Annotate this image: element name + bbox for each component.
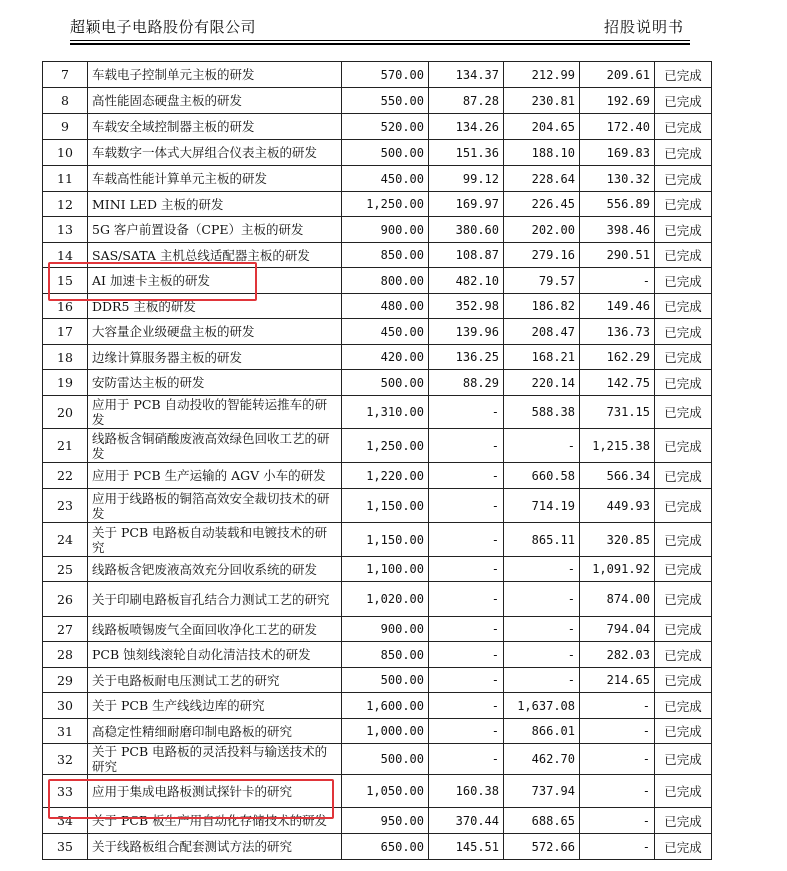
document-type: 招股说明书	[603, 18, 684, 36]
cell-y1: -	[429, 693, 504, 719]
cell-status: 已完成	[655, 463, 712, 489]
cell-status: 已完成	[655, 617, 712, 642]
cell-budget: 1,250.00	[342, 192, 429, 217]
cell-budget: 420.00	[342, 345, 429, 370]
cell-status: 已完成	[655, 166, 712, 192]
cell-y3: -	[580, 744, 655, 775]
cell-name: 边缘计算服务器主板的研发	[88, 345, 342, 370]
cell-no: 29	[43, 668, 88, 693]
cell-no: 14	[43, 243, 88, 268]
cell-status: 已完成	[655, 668, 712, 693]
cell-no: 25	[43, 557, 88, 582]
company-name: 超颖电子电路股份有限公司	[70, 18, 257, 36]
cell-status: 已完成	[655, 744, 712, 775]
cell-status: 已完成	[655, 582, 712, 617]
cell-y1: 482.10	[429, 268, 504, 294]
cell-no: 24	[43, 523, 88, 557]
cell-y2: -	[504, 642, 580, 668]
cell-y3: 282.03	[580, 642, 655, 668]
cell-y3: -	[580, 775, 655, 808]
cell-name: 关于 PCB 生产线线边库的研究	[88, 693, 342, 719]
cell-no: 7	[43, 62, 88, 88]
table-row	[43, 489, 712, 523]
cell-budget: 500.00	[342, 370, 429, 396]
table-row	[43, 463, 712, 489]
cell-budget: 1,150.00	[342, 523, 429, 557]
cell-status: 已完成	[655, 808, 712, 834]
cell-status: 已完成	[655, 834, 712, 860]
cell-name: 车载数字一体式大屏组合仪表主板的研发	[88, 140, 342, 166]
cell-y2: 212.99	[504, 62, 580, 88]
cell-budget: 500.00	[342, 744, 429, 775]
cell-budget: 480.00	[342, 294, 429, 319]
table-row	[43, 62, 712, 88]
table-row	[43, 617, 712, 642]
cell-y3: 290.51	[580, 243, 655, 268]
cell-budget: 450.00	[342, 319, 429, 345]
cell-y2: 228.64	[504, 166, 580, 192]
cell-y3: -	[580, 693, 655, 719]
cell-budget: 650.00	[342, 834, 429, 860]
table-body	[43, 62, 712, 860]
cell-y2: 660.58	[504, 463, 580, 489]
cell-name: 线路板含铜硝酸废液高效绿色回收工艺的研发	[88, 429, 342, 463]
cell-y3: 731.15	[580, 396, 655, 429]
cell-budget: 1,600.00	[342, 693, 429, 719]
cell-budget: 1,020.00	[342, 582, 429, 617]
cell-y2: 462.70	[504, 744, 580, 775]
cell-name: 线路板喷锡废气全面回收净化工艺的研发	[88, 617, 342, 642]
cell-budget: 500.00	[342, 140, 429, 166]
cell-budget: 850.00	[342, 642, 429, 668]
table-row	[43, 744, 712, 775]
cell-budget: 550.00	[342, 88, 429, 114]
cell-y1: 370.44	[429, 808, 504, 834]
cell-budget: 570.00	[342, 62, 429, 88]
cell-y1: -	[429, 744, 504, 775]
cell-status: 已完成	[655, 319, 712, 345]
cell-budget: 900.00	[342, 217, 429, 243]
table-row	[43, 668, 712, 693]
cell-status: 已完成	[655, 140, 712, 166]
cell-y3: 556.89	[580, 192, 655, 217]
table-row	[43, 719, 712, 744]
cell-no: 35	[43, 834, 88, 860]
cell-y3: 794.04	[580, 617, 655, 642]
cell-name: 大容量企业级硬盘主板的研发	[88, 319, 342, 345]
cell-no: 11	[43, 166, 88, 192]
cell-status: 已完成	[655, 243, 712, 268]
cell-y1: -	[429, 523, 504, 557]
cell-no: 10	[43, 140, 88, 166]
cell-status: 已完成	[655, 693, 712, 719]
cell-status: 已完成	[655, 217, 712, 243]
cell-budget: 850.00	[342, 243, 429, 268]
cell-y2: 188.10	[504, 140, 580, 166]
table-row	[43, 192, 712, 217]
rd-projects-table	[42, 61, 712, 860]
table-row	[43, 834, 712, 860]
table-row	[43, 88, 712, 114]
cell-y2: -	[504, 668, 580, 693]
cell-y1: 352.98	[429, 294, 504, 319]
highlight-box-row-15	[48, 262, 257, 301]
cell-y2: 168.21	[504, 345, 580, 370]
cell-y1: -	[429, 557, 504, 582]
cell-y3: -	[580, 268, 655, 294]
cell-y2: 202.00	[504, 217, 580, 243]
cell-budget: 520.00	[342, 114, 429, 140]
cell-status: 已完成	[655, 396, 712, 429]
cell-name: 车载电子控制单元主板的研发	[88, 62, 342, 88]
cell-name: 关于电路板耐电压测试工艺的研究	[88, 668, 342, 693]
cell-status: 已完成	[655, 88, 712, 114]
table-row	[43, 582, 712, 617]
cell-name: MINI LED 主板的研发	[88, 192, 342, 217]
cell-y3: -	[580, 834, 655, 860]
cell-y2: 688.65	[504, 808, 580, 834]
cell-y2: 572.66	[504, 834, 580, 860]
cell-y3: 130.32	[580, 166, 655, 192]
cell-y3: 209.61	[580, 62, 655, 88]
cell-no: 17	[43, 319, 88, 345]
cell-name: PCB 蚀刻线滚轮自动化清洁技术的研发	[88, 642, 342, 668]
cell-y1: 134.26	[429, 114, 504, 140]
cell-status: 已完成	[655, 557, 712, 582]
cell-status: 已完成	[655, 429, 712, 463]
cell-status: 已完成	[655, 489, 712, 523]
cell-y2: 226.45	[504, 192, 580, 217]
table-row	[43, 114, 712, 140]
cell-y3: 169.83	[580, 140, 655, 166]
cell-status: 已完成	[655, 294, 712, 319]
cell-no: 34	[43, 808, 88, 834]
cell-no: 23	[43, 489, 88, 523]
cell-no: 32	[43, 744, 88, 775]
cell-y1: 169.97	[429, 192, 504, 217]
cell-y3: 149.46	[580, 294, 655, 319]
cell-no: 21	[43, 429, 88, 463]
cell-no: 12	[43, 192, 88, 217]
table-row	[43, 557, 712, 582]
cell-name: 应用于 PCB 生产运输的 AGV 小车的研发	[88, 463, 342, 489]
cell-status: 已完成	[655, 62, 712, 88]
cell-y2: 588.38	[504, 396, 580, 429]
header-rule	[70, 40, 690, 41]
cell-status: 已完成	[655, 345, 712, 370]
cell-budget: 500.00	[342, 668, 429, 693]
cell-no: 30	[43, 693, 88, 719]
cell-name: 关于线路板组合配套测试方法的研究	[88, 834, 342, 860]
table-row	[43, 370, 712, 396]
cell-y1: -	[429, 617, 504, 642]
cell-y1: 87.28	[429, 88, 504, 114]
cell-y2: 714.19	[504, 489, 580, 523]
cell-budget: 1,050.00	[342, 775, 429, 808]
cell-name: 线路板含钯废液高效充分回收系统的研发	[88, 557, 342, 582]
cell-y1: 145.51	[429, 834, 504, 860]
cell-y1: 160.38	[429, 775, 504, 808]
cell-y1: -	[429, 396, 504, 429]
cell-no: 31	[43, 719, 88, 744]
cell-no: 8	[43, 88, 88, 114]
cell-budget: 1,250.00	[342, 429, 429, 463]
cell-y2: 79.57	[504, 268, 580, 294]
cell-y1: 151.36	[429, 140, 504, 166]
cell-y2: -	[504, 617, 580, 642]
cell-y2: 186.82	[504, 294, 580, 319]
cell-name: AI 加速卡主板的研发	[88, 268, 342, 294]
cell-no: 22	[43, 463, 88, 489]
cell-name: 车载安全域控制器主板的研发	[88, 114, 342, 140]
cell-y2: -	[504, 429, 580, 463]
cell-budget: 1,000.00	[342, 719, 429, 744]
cell-name: 5G 客户前置设备（CPE）主板的研发	[88, 217, 342, 243]
cell-budget: 1,150.00	[342, 489, 429, 523]
cell-y3: 566.34	[580, 463, 655, 489]
cell-y1: 136.25	[429, 345, 504, 370]
table-row	[43, 396, 712, 429]
cell-budget: 950.00	[342, 808, 429, 834]
cell-no: 26	[43, 582, 88, 617]
cell-name: 安防雷达主板的研发	[88, 370, 342, 396]
cell-y3: 1,215.38	[580, 429, 655, 463]
cell-status: 已完成	[655, 642, 712, 668]
cell-y1: -	[429, 463, 504, 489]
cell-y2: 220.14	[504, 370, 580, 396]
cell-no: 15	[43, 268, 88, 294]
cell-name: 关于 PCB 板生产用自动化存储技术的研发	[88, 808, 342, 834]
cell-y3: -	[580, 808, 655, 834]
cell-name: SAS/SATA 主机总线适配器主板的研发	[88, 243, 342, 268]
cell-status: 已完成	[655, 719, 712, 744]
cell-y1: 108.87	[429, 243, 504, 268]
cell-y2: -	[504, 557, 580, 582]
cell-y2: 866.01	[504, 719, 580, 744]
cell-no: 16	[43, 294, 88, 319]
table-row	[43, 642, 712, 668]
cell-y2: 208.47	[504, 319, 580, 345]
cell-y3: 1,091.92	[580, 557, 655, 582]
cell-name: 关于印刷电路板盲孔结合力测试工艺的研究	[88, 582, 342, 617]
cell-budget: 450.00	[342, 166, 429, 192]
cell-budget: 1,220.00	[342, 463, 429, 489]
cell-no: 28	[43, 642, 88, 668]
cell-no: 20	[43, 396, 88, 429]
cell-y2: 737.94	[504, 775, 580, 808]
cell-no: 9	[43, 114, 88, 140]
cell-y3: 142.75	[580, 370, 655, 396]
cell-y2: 230.81	[504, 88, 580, 114]
cell-y1: -	[429, 582, 504, 617]
header-rule-thick	[70, 43, 690, 45]
cell-y3: 162.29	[580, 345, 655, 370]
cell-y2: 865.11	[504, 523, 580, 557]
cell-y1: 99.12	[429, 166, 504, 192]
cell-y1: -	[429, 642, 504, 668]
cell-name: 应用于集成电路板测试探针卡的研究	[88, 775, 342, 808]
table-row	[43, 217, 712, 243]
cell-y1: -	[429, 429, 504, 463]
page-header	[70, 14, 690, 40]
cell-budget: 1,100.00	[342, 557, 429, 582]
cell-y1: 88.29	[429, 370, 504, 396]
table-row	[43, 345, 712, 370]
table-row	[43, 523, 712, 557]
cell-name: 车载高性能计算单元主板的研发	[88, 166, 342, 192]
cell-y1: 380.60	[429, 217, 504, 243]
cell-no: 13	[43, 217, 88, 243]
cell-y2: 204.65	[504, 114, 580, 140]
cell-name: 高稳定性精细耐磨印制电路板的研究	[88, 719, 342, 744]
cell-status: 已完成	[655, 268, 712, 294]
cell-y3: 320.85	[580, 523, 655, 557]
cell-y1: -	[429, 719, 504, 744]
cell-y1: -	[429, 489, 504, 523]
cell-y3: 172.40	[580, 114, 655, 140]
table-row	[43, 693, 712, 719]
cell-name: 应用于线路板的铜箔高效安全裁切技术的研发	[88, 489, 342, 523]
cell-no: 18	[43, 345, 88, 370]
table-row	[43, 140, 712, 166]
cell-status: 已完成	[655, 523, 712, 557]
cell-y2: 279.16	[504, 243, 580, 268]
cell-y1: 139.96	[429, 319, 504, 345]
cell-name: 高性能固态硬盘主板的研发	[88, 88, 342, 114]
table-row	[43, 319, 712, 345]
cell-status: 已完成	[655, 192, 712, 217]
cell-y3: 449.93	[580, 489, 655, 523]
cell-budget: 900.00	[342, 617, 429, 642]
cell-y3: 874.00	[580, 582, 655, 617]
cell-y1: -	[429, 668, 504, 693]
cell-name: 关于 PCB 电路板的灵活投料与输送技术的研究	[88, 744, 342, 775]
cell-y1: 134.37	[429, 62, 504, 88]
cell-name: 应用于 PCB 自动投收的智能转运推车的研发	[88, 396, 342, 429]
cell-no: 19	[43, 370, 88, 396]
cell-status: 已完成	[655, 775, 712, 808]
highlight-box-row-33	[48, 779, 334, 819]
cell-status: 已完成	[655, 114, 712, 140]
cell-no: 27	[43, 617, 88, 642]
cell-status: 已完成	[655, 370, 712, 396]
cell-y2: -	[504, 582, 580, 617]
cell-budget: 800.00	[342, 268, 429, 294]
table-row	[43, 429, 712, 463]
cell-budget: 1,310.00	[342, 396, 429, 429]
cell-y2: 1,637.08	[504, 693, 580, 719]
cell-name: 关于 PCB 电路板自动装载和电镀技术的研究	[88, 523, 342, 557]
cell-y3: 192.69	[580, 88, 655, 114]
cell-y3: 214.65	[580, 668, 655, 693]
cell-y3: 398.46	[580, 217, 655, 243]
cell-no: 33	[43, 775, 88, 808]
cell-y3: -	[580, 719, 655, 744]
cell-name: DDR5 主板的研发	[88, 294, 342, 319]
table-row	[43, 166, 712, 192]
cell-y3: 136.73	[580, 319, 655, 345]
